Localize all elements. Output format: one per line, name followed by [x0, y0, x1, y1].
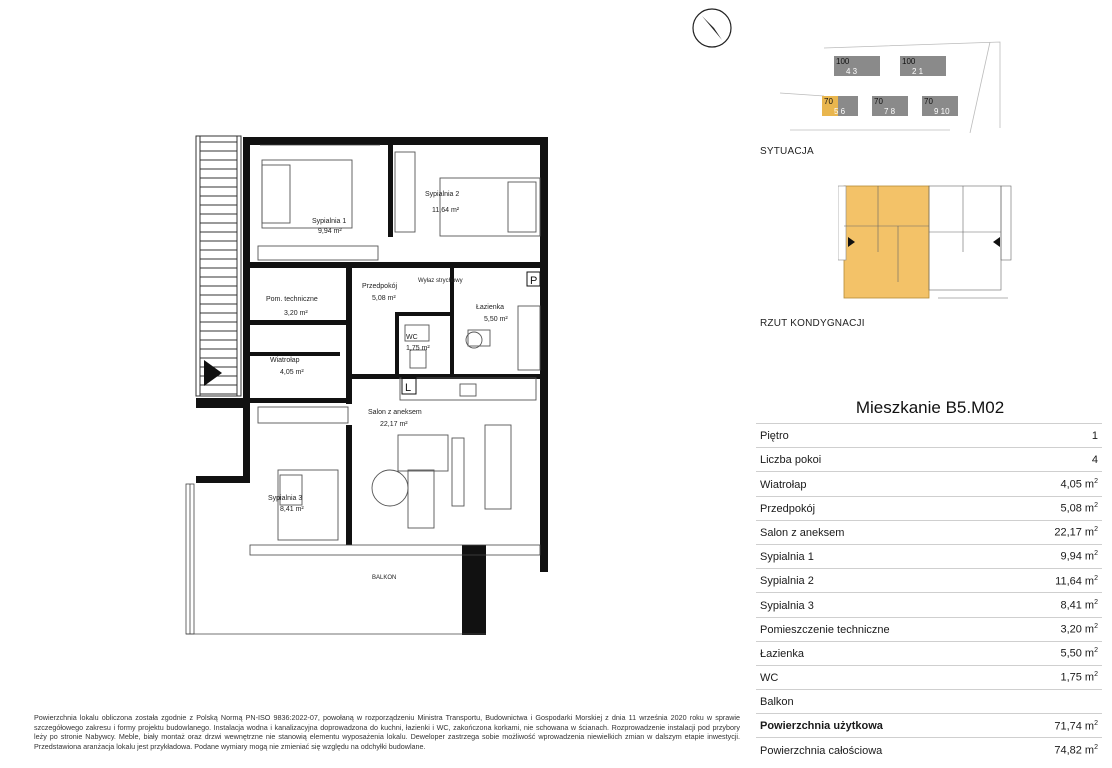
row-label: Salon z aneksem — [760, 526, 845, 539]
row-label: Łazienka — [760, 647, 805, 660]
row-label: Powierzchnia całościowa — [760, 744, 883, 757]
svg-text:P: P — [530, 275, 538, 287]
staircase — [196, 136, 241, 396]
apartment-title: Mieszkanie B5.M02 — [855, 398, 1005, 417]
svg-text:L: L — [405, 382, 412, 394]
row-value: 3,20 $m^2$ — [1060, 623, 1098, 636]
row-value: 1,75 $m^2$ — [1060, 671, 1098, 685]
room-area: 4,05 m² — [280, 369, 304, 376]
row-value: 11,64 $m^2$ — [1055, 574, 1098, 588]
row-label: Sypialnia 2 — [760, 575, 814, 588]
table-row — [756, 737, 1102, 761]
row-value: 5,08 $m^2$ — [1060, 502, 1098, 515]
svg-text:70: 70 — [824, 97, 833, 106]
room-name: Sypialnia 2 — [425, 191, 460, 198]
room-area: 11,64 m² — [432, 207, 460, 214]
svg-text:7 8: 7 8 — [884, 107, 896, 116]
floor-plan-label: RZUT KONDYGNACJI — [760, 318, 865, 329]
site-building — [900, 56, 946, 76]
table-row — [756, 496, 1102, 520]
row-label: Sypialnia 1 — [760, 551, 814, 564]
balcony-label: BALKON — [372, 575, 397, 581]
site-building — [822, 96, 858, 116]
table-row — [756, 544, 1102, 568]
svg-text:2 1: 2 1 — [912, 67, 924, 76]
table-row — [756, 713, 1102, 737]
svg-text:100: 100 — [836, 57, 850, 66]
row-value: 22,17 $m^2$ — [1054, 526, 1098, 539]
table-row — [756, 447, 1102, 471]
room-name: Wiatrołap — [270, 357, 300, 364]
row-label: Sypialnia 3 — [760, 599, 814, 612]
entrance-arrow-icon — [204, 360, 222, 386]
floor-key-plan — [838, 182, 1018, 307]
room-area: 3,20 m² — [284, 310, 308, 317]
outer-walls — [196, 137, 548, 635]
row-label: WC — [760, 672, 779, 685]
site-plan — [780, 38, 1010, 133]
table-row — [756, 520, 1102, 544]
site-building — [834, 56, 880, 76]
room-name: Salon z aneksem — [368, 409, 422, 416]
table-row — [756, 423, 1102, 447]
letter-l — [402, 378, 416, 394]
table-row — [756, 641, 1102, 665]
svg-text:70: 70 — [924, 97, 933, 106]
row-value: 4 — [1091, 454, 1098, 467]
svg-text:9 10: 9 10 — [934, 107, 950, 116]
room-name: Przedpokój — [362, 283, 398, 290]
site-building — [922, 96, 958, 116]
row-value: 71,74 $m^2$ — [1054, 719, 1098, 733]
disclaimer-text: Powierzchnia lokalu obliczona została zgodnie z Polską Normą PN-ISO 9836:2022-07, powołaną w rozporządzeniu Ministra Transportu, Budownictwa i Gospodarki Morskiej z dnia 11 września 2020 roku w sprawie szczegółowego zakresu i formy projektu budowlanego. Instalacja wodna i kanalizacyjna doprowadzona do kuchni, łazienki i WC, zakończona korkami, nie schowana w ścianach. Rozprowadzenie instalacji pod przybory leży po stronie Nabywcy. Meble, biały montaż oraz drzwi wewnętrzne nie stanowią elementu wyposażenia lokalu. Deweloper zastrzega sobie możliwość wprowadzenia niewielkich zmian w dalszym etapie inwestycji. Przedstawiona aranżacja lokalu jest przykładowa. Podane wymiary mogą nie zmieniać się względu na odchyłki budowlane. — [34, 713, 740, 751]
room-name: Łazienka — [476, 304, 505, 311]
room-area: 22,17 m² — [380, 421, 408, 428]
svg-text:4 3: 4 3 — [846, 67, 858, 76]
compass-icon — [690, 6, 734, 50]
row-value: 9,94 $m^2$ — [1060, 550, 1098, 564]
row-label: Liczba pokoi — [760, 454, 822, 467]
balcony — [186, 145, 540, 634]
room-area: 1,75 m² — [406, 345, 430, 352]
row-value: 4,05 $m^2$ — [1060, 477, 1098, 491]
row-label: Pomieszczenie techniczne — [760, 623, 890, 636]
room-name: Sypialnia 1 — [312, 218, 347, 225]
svg-text:100: 100 — [902, 57, 916, 66]
svg-text:70: 70 — [874, 97, 883, 106]
attic-exit-label: Wyłaz strychowy — [418, 278, 463, 284]
site-label: SYTUACJA — [760, 146, 814, 157]
table-row — [756, 689, 1102, 713]
table-row — [756, 568, 1102, 592]
row-label: Piętro — [760, 430, 789, 443]
row-label: Przedpokój — [760, 502, 816, 515]
row-value: 1 — [1091, 430, 1098, 443]
room-name: WC — [406, 334, 418, 341]
room-area: 5,50 m² — [484, 316, 508, 323]
row-label: Powierzchnia użytkowa — [760, 720, 883, 733]
room-labels — [266, 191, 508, 581]
room-area: 5,08 m² — [372, 295, 396, 302]
row-label: Balkon — [760, 696, 794, 709]
room-area: 9,94 m² — [318, 228, 342, 235]
table-row — [756, 665, 1102, 689]
site-building — [872, 96, 908, 116]
row-value: 5,50 $m^2$ — [1060, 647, 1098, 660]
table-row — [756, 617, 1102, 641]
svg-text:5 6: 5 6 — [834, 107, 846, 116]
room-name: Pom. techniczne — [266, 296, 318, 303]
letter-p — [527, 272, 540, 287]
row-value: 8,41 $m^2$ — [1060, 598, 1098, 612]
row-value: 74,82 $m^2$ — [1054, 743, 1098, 757]
table-row — [756, 471, 1102, 495]
room-name: Sypialnia 3 — [268, 495, 303, 502]
room-area: 8,41 m² — [280, 506, 304, 513]
row-label: Wiatrołap — [760, 478, 807, 491]
apartment-table — [756, 423, 1102, 762]
table-row — [756, 592, 1102, 616]
